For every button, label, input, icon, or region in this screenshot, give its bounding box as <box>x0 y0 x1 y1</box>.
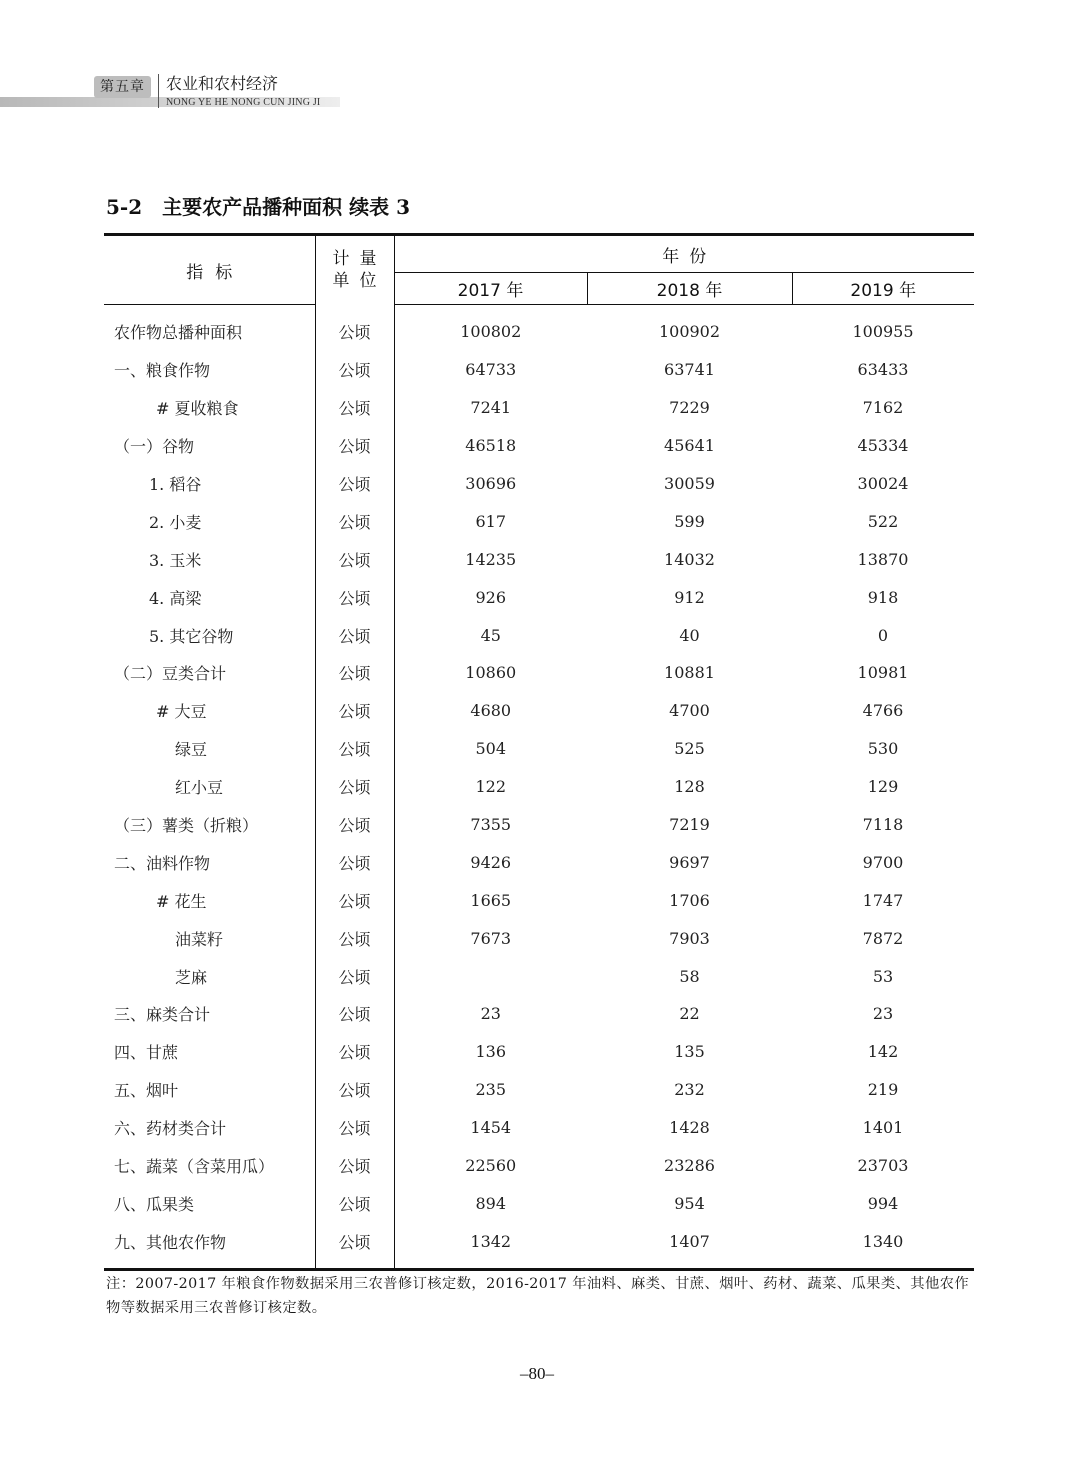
table-row <box>104 1222 974 1269</box>
row-value <box>394 957 587 995</box>
row-value: 58 <box>679 966 700 986</box>
table-row <box>104 1071 974 1109</box>
row-unit: 公顷 <box>315 465 394 503</box>
row-value: 1342 <box>470 1231 512 1251</box>
row-unit: 公顷 <box>315 919 394 957</box>
table-row <box>104 957 974 995</box>
row-indicator: 八、瓜果类 <box>114 1194 195 1214</box>
row-value: 122 <box>475 777 507 797</box>
row-indicator: 七、蔬菜（含菜用瓜） <box>114 1157 275 1177</box>
row-indicator: （一）谷物 <box>114 437 195 457</box>
row-value: 994 <box>867 1193 899 1213</box>
row-value: 45 <box>480 625 501 645</box>
row-value: 9697 <box>669 852 710 872</box>
row-value: 1407 <box>669 1231 710 1251</box>
table-body <box>104 305 974 1270</box>
row-value: 46518 <box>465 436 517 456</box>
row-unit: 公顷 <box>315 502 394 540</box>
row-indicator: 农作物总播种面积 <box>114 323 243 343</box>
row-value: 63433 <box>857 360 909 380</box>
row-value: 1665 <box>470 890 512 910</box>
year-header: 2019 年 <box>792 273 974 305</box>
row-unit: 公顷 <box>315 578 394 616</box>
row-value: 136 <box>475 1042 507 1062</box>
row-value: 30059 <box>664 474 715 493</box>
table-row <box>104 578 974 616</box>
row-value: 235 <box>475 1080 507 1100</box>
row-unit: 公顷 <box>315 1033 394 1071</box>
row-unit: 公顷 <box>315 616 394 654</box>
unit-header-line2: 单位 <box>332 271 387 292</box>
row-unit: 公顷 <box>315 692 394 730</box>
table-row <box>104 1109 974 1147</box>
row-value: 232 <box>674 1080 705 1100</box>
row-indicator: 绿豆 <box>175 740 208 760</box>
row-unit: 公顷 <box>315 881 394 919</box>
row-value: 100802 <box>460 322 522 342</box>
row-value: 599 <box>674 511 705 531</box>
row-value: 45334 <box>857 436 909 456</box>
row-unit: 公顷 <box>315 957 394 995</box>
row-indicator: 芝麻 <box>175 967 208 987</box>
row-value: 9426 <box>470 852 512 872</box>
row-value: 23 <box>872 1004 894 1024</box>
row-value: 45641 <box>664 436 715 456</box>
table-row <box>104 995 974 1033</box>
row-value: 1454 <box>470 1118 512 1138</box>
row-indicator: # 花生 <box>156 891 207 911</box>
row-value: 7872 <box>862 928 904 948</box>
row-value: 135 <box>674 1042 705 1062</box>
table-row <box>104 843 974 881</box>
row-value: 13870 <box>857 549 909 569</box>
row-unit: 公顷 <box>315 1222 394 1269</box>
row-value: 10981 <box>857 663 909 683</box>
row-value: 14235 <box>465 549 517 569</box>
data-table <box>104 233 974 1271</box>
row-value: 0 <box>877 625 889 645</box>
row-unit: 公顷 <box>315 654 394 692</box>
row-unit: 公顷 <box>315 305 394 351</box>
table-row <box>104 465 974 503</box>
row-value: 23 <box>480 1004 501 1024</box>
row-value: 129 <box>867 777 899 797</box>
table-row <box>104 1147 974 1185</box>
row-unit: 公顷 <box>315 1184 394 1222</box>
table-row <box>104 427 974 465</box>
row-unit: 公顷 <box>315 389 394 427</box>
table-row <box>104 881 974 919</box>
table-row <box>104 389 974 427</box>
row-value: 1706 <box>669 890 710 910</box>
row-value: 1401 <box>862 1118 904 1138</box>
table-row <box>104 351 974 389</box>
row-value: 954 <box>674 1193 705 1213</box>
row-value: 7229 <box>669 398 710 418</box>
row-value: 219 <box>867 1080 899 1100</box>
row-value: 7219 <box>669 815 710 835</box>
row-indicator: 5. 其它谷物 <box>149 626 234 646</box>
table-title-text: 主要农产品播种面积 续表 3 <box>162 195 410 219</box>
row-value: 100902 <box>658 322 721 342</box>
row-indicator: 三、麻类合计 <box>114 1005 211 1025</box>
row-indicator: 四、甘蔗 <box>114 1043 179 1063</box>
row-indicator: 一、粮食作物 <box>114 361 211 381</box>
row-indicator: 红小豆 <box>175 778 224 798</box>
row-indicator: 二、油料作物 <box>114 853 211 873</box>
row-value: 894 <box>475 1193 507 1213</box>
table-row <box>104 305 974 351</box>
row-value: 22 <box>679 1004 700 1024</box>
row-value: 10860 <box>465 663 517 683</box>
chapter-badge: 第五章 <box>94 76 151 98</box>
row-unit: 公顷 <box>315 768 394 806</box>
table-row <box>104 540 974 578</box>
row-indicator: 4. 高梁 <box>149 588 202 608</box>
row-value: 30696 <box>465 474 517 493</box>
row-unit: 公顷 <box>315 351 394 389</box>
row-value: 14032 <box>664 549 715 569</box>
table-row <box>104 730 974 768</box>
page-number: –80– <box>520 1364 554 1383</box>
row-value: 30024 <box>857 474 909 493</box>
row-value: 530 <box>867 739 899 759</box>
row-value: 128 <box>674 777 705 797</box>
table-row <box>104 616 974 654</box>
row-indicator: （三）薯类（折粮） <box>114 816 259 836</box>
unit-header-line1: 计量 <box>332 249 387 270</box>
year-header: 2017 年 <box>394 273 587 305</box>
row-value: 617 <box>475 511 507 531</box>
unit-header <box>315 235 394 305</box>
row-value: 22560 <box>465 1156 517 1176</box>
table-row <box>104 768 974 806</box>
row-value: 7355 <box>470 815 512 835</box>
table-row <box>104 692 974 730</box>
row-value: 40 <box>679 625 700 645</box>
row-indicator: 3. 玉米 <box>149 550 202 570</box>
row-value: 525 <box>674 739 705 759</box>
row-value: 1747 <box>862 890 904 910</box>
row-value: 10881 <box>664 663 715 683</box>
table-row <box>104 502 974 540</box>
row-value: 7903 <box>669 928 710 948</box>
row-unit: 公顷 <box>315 730 394 768</box>
row-unit: 公顷 <box>315 1147 394 1185</box>
row-indicator: # 大豆 <box>156 702 207 722</box>
row-unit: 公顷 <box>315 540 394 578</box>
row-value: 7673 <box>470 928 512 948</box>
row-value: 64733 <box>465 360 517 380</box>
row-unit: 公顷 <box>315 1071 394 1109</box>
row-value: 53 <box>872 966 894 986</box>
chapter-title: 农业和农村经济 <box>166 74 279 93</box>
row-value: 4700 <box>669 701 710 721</box>
indicator-header: 指标 <box>104 235 315 305</box>
row-indicator: 五、烟叶 <box>114 1081 179 1101</box>
row-indicator: # 夏收粮食 <box>156 399 239 419</box>
footnote: 注：2007-2017 年粮食作物数据采用三农普修订核定数，2016-2017 年油料、麻类、甘蔗、烟叶、药材、蔬菜、瓜果类、其他农作物等数据采用三农普修订核定数。 <box>106 1276 970 1316</box>
row-indicator: 九、其他农作物 <box>114 1232 227 1252</box>
table-row <box>104 1184 974 1222</box>
row-value: 23703 <box>857 1156 909 1176</box>
row-value: 7241 <box>470 398 512 418</box>
row-unit: 公顷 <box>315 806 394 844</box>
row-indicator: 油菜籽 <box>175 929 224 949</box>
row-unit: 公顷 <box>315 427 394 465</box>
row-indicator: 2. 小麦 <box>149 512 202 532</box>
row-value: 1428 <box>669 1118 710 1138</box>
year-header: 2018 年 <box>587 273 792 305</box>
row-value: 142 <box>867 1042 899 1062</box>
table-number: 5-2 <box>106 195 143 219</box>
row-indicator: 1. 稻谷 <box>149 475 202 494</box>
row-value: 63741 <box>664 360 715 380</box>
row-indicator: 六、药材类合计 <box>114 1119 227 1139</box>
table-row <box>104 919 974 957</box>
row-value: 23286 <box>664 1156 715 1176</box>
chapter-pinyin: NONG YE HE NONG CUN JING JI <box>166 97 321 108</box>
row-value: 1340 <box>862 1231 904 1251</box>
row-value: 7162 <box>862 398 904 418</box>
row-value: 4766 <box>862 701 904 721</box>
row-indicator: （二）豆类合计 <box>114 664 227 684</box>
year-group-header: 年份 <box>394 235 974 273</box>
row-value: 918 <box>867 587 899 607</box>
row-value: 504 <box>475 739 507 759</box>
table-title <box>106 193 410 221</box>
row-value: 4680 <box>470 701 512 721</box>
table-row <box>104 806 974 844</box>
row-value: 926 <box>475 587 507 607</box>
row-unit: 公顷 <box>315 995 394 1033</box>
row-value: 912 <box>674 587 705 607</box>
row-value: 9700 <box>862 852 904 872</box>
row-value: 522 <box>867 511 899 531</box>
row-unit: 公顷 <box>315 843 394 881</box>
table-row <box>104 654 974 692</box>
table-row <box>104 1033 974 1071</box>
row-value: 7118 <box>862 815 904 835</box>
row-unit: 公顷 <box>315 1109 394 1147</box>
chapter-divider <box>158 74 159 108</box>
row-value: 100955 <box>852 322 914 342</box>
